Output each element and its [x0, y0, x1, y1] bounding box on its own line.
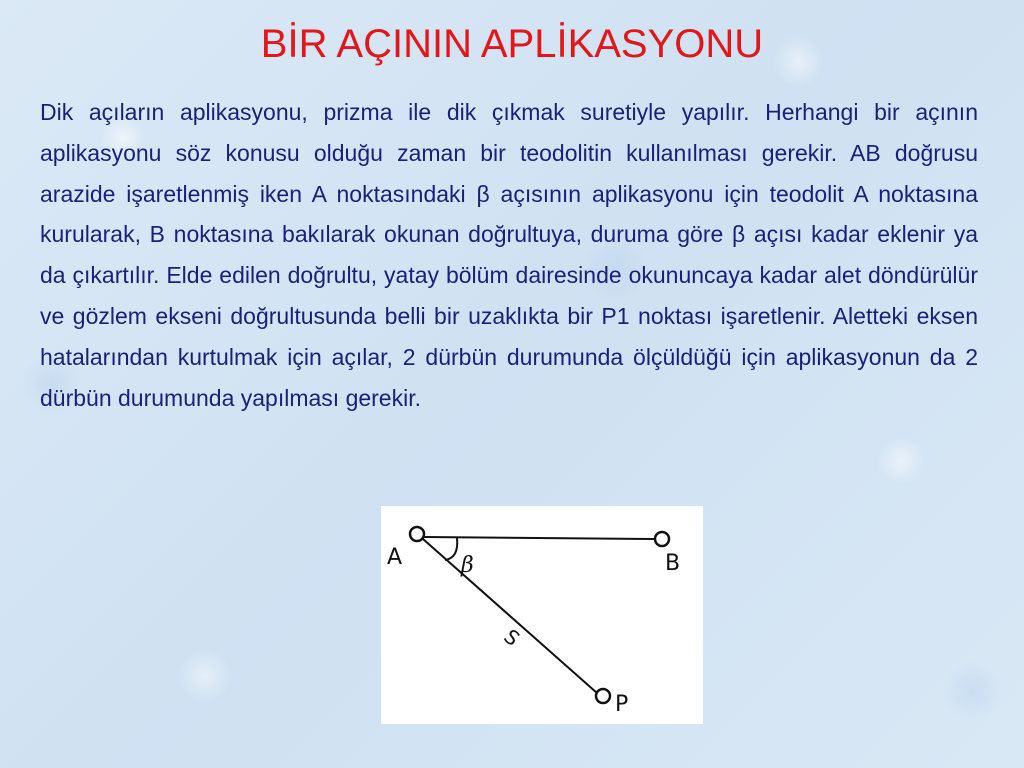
slide-title: BİR AÇININ APLİKASYONU [260, 22, 764, 66]
slide-body-text: Dik açıların aplikasyonu, prizma ile dik çıkmak suretiyle yapılır. Herhangi bir açının aplikasyonu söz konusu olduğu zaman bir teodolitin kullanılması gerekir. AB doğrusu arazide işaretlenmiş iken A noktasındaki β açısının aplikasyonu için teodolit A noktasına kurularak, B noktasına bakılarak okunan doğrultuya, duruma göre β açısı kadar eklenir ya da çıkartılır. Elde edilen doğrultu, yatay bölüm dairesinde okununcaya kadar alet döndürülür ve gözlem ekseni doğrultusunda belli bir uzaklıkta bir P1 noktası işaretlenir. Aletteki eksen hatalarından kurtulmak için açılar, 2 dürbün durumunda ölçüldüğü için aplikasyonun da 2 dürbün durumunda yapılması gerekir. [40, 99, 978, 411]
angle-arc [445, 538, 457, 560]
line-s-label: S [499, 624, 525, 651]
point-a-label: A [387, 545, 403, 570]
angle-diagram-svg [381, 506, 703, 724]
line-ab [424, 537, 655, 539]
point-b-label: B [665, 551, 681, 576]
point-p-marker [596, 689, 610, 703]
angle-diagram [381, 506, 703, 724]
angle-beta-label: β [461, 553, 474, 578]
line-ap [423, 539, 597, 693]
point-a-marker [410, 527, 424, 541]
point-p-label: P [615, 692, 629, 717]
point-b-marker [655, 532, 669, 546]
